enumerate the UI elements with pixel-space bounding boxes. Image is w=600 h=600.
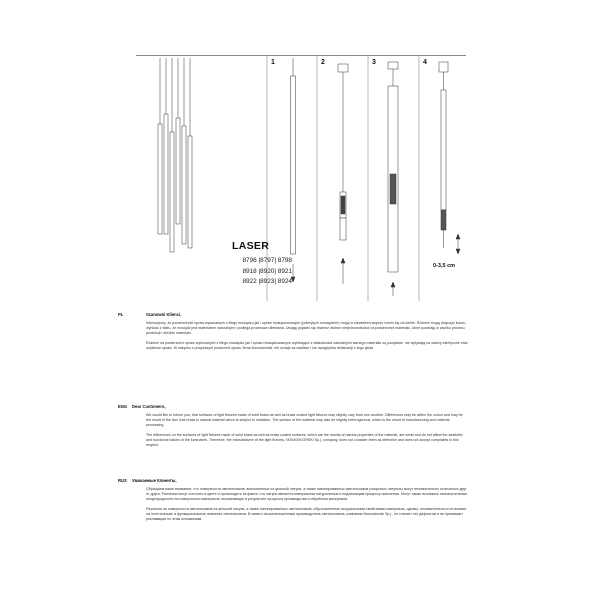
step3-drawing	[388, 62, 398, 296]
paragraph: Informujemy, że powierzchnie opraw wykonanych z litego mosiądzu jak i opraw mosiądzowanych (polerytych mosiądzem) mogą w niewielkim stopniu różnić się od siebie. Różnice mogą dotyczyć koloru wynikać z faktu, że mosiądz jest materiałem naturalnym i podlega procesowi utleniania. Uwagę pojawić się również drobne niejednorodności na powierzchni materiału, które powstają w wyniku procesu produkcji i obróbki materiału.	[146, 321, 466, 336]
figure-drawing	[136, 56, 466, 301]
model-row: 8922 |8923| 8924	[242, 278, 292, 286]
paragraph: Różnice na powierzchni opraw wykonanych z litego mosiądzu jak i opraw mosiądzowanych wynikające z właściwości naturalnych samego materiału są pożądane, nie wpływają na walory estetyczne oraz użytkowe opraw. W związku z powyższym producent opraw, firma Nowodvorski, nie uznaje za wadliwe i nie uwzględnia reklamacji z tego tytułu.	[146, 340, 468, 350]
section-heading: Szanowni Klienci,	[146, 312, 182, 317]
step4-drawing	[439, 62, 460, 254]
paragraph: Обращаем ваше внимание, что поверхности светильников, выполненных из цельной латуни, а также патинированных светильников (покрытых латунью) могут незначительно отличаться друг от друга. Различия могут состоять в цвете и происходить из факта, что латунь является материалом натуральным и подлежащим процессу окисления. Могут также возникать незначительные неоднородности на поверхности материала, возникающие в результате процесса производства и обработки материала.	[146, 487, 468, 502]
section-pl	[118, 312, 468, 394]
lang-code: ENG	[118, 404, 128, 409]
product-cluster	[158, 58, 192, 252]
lang-code: RUS	[118, 478, 127, 483]
step2-drawing	[338, 64, 348, 284]
step-number-4: 4	[423, 59, 427, 66]
installation-figure	[136, 55, 466, 301]
section-heading: Уважаемые Клиенты,	[132, 478, 177, 483]
section-ru	[118, 478, 468, 558]
section-body	[146, 321, 468, 356]
model-row: 8796 |8797| 8798	[242, 257, 292, 264]
step-number-1: 1	[271, 59, 275, 66]
section-body	[146, 413, 468, 453]
step-number-2: 2	[321, 59, 325, 66]
model-row: 8918 |8920| 8921	[242, 267, 292, 275]
model-numbers	[226, 256, 292, 288]
section-heading: Dear Customers,	[132, 404, 166, 409]
section-en	[118, 404, 468, 470]
product-name: LASER	[232, 240, 270, 252]
paragraph: Различия на поверхности светильников из цельной латуни, а также патинированных светильников, обусловленные натуральными свойствами материала, однако, незначительны и не влияют на эстетические и функциональные значения светильников. В связи с вышеизложенным производитель светильников, компания Nowodvorski Sp.j., не считает это дефектом и не принимает рекламации по этим основаниям.	[146, 506, 467, 522]
step1-drawing	[291, 58, 296, 282]
paragraph: We would like to inform you, that surfaces of light fixtures made of solid brass as well as brass coated light fixtures may slightly vary from one another. Differences may be within the colour and may be the result of the fact, that brass is natural material which is subject to oxidation. The surface of the material may also be slightly heterogenous, which is the result of manufacturing and material processing.	[146, 413, 463, 428]
adjust-range-label: 0-3,5 cm	[433, 263, 456, 269]
lang-code: PL	[118, 312, 124, 317]
paragraph: The differences on the surfaces of light fixtures made of solid brass as well as brass coated surfaces, which are the results of natural properties of the material, are small and do not affect the aesthetic and functional values of the luminaires. Therefore, the manufacturer of the light fixtures, NOWODVORSKI Sp.j. company, does not consider them as defective and does not accept complaints in this respect.	[146, 432, 463, 448]
section-body	[146, 487, 468, 527]
step-number-3: 3	[372, 59, 376, 66]
